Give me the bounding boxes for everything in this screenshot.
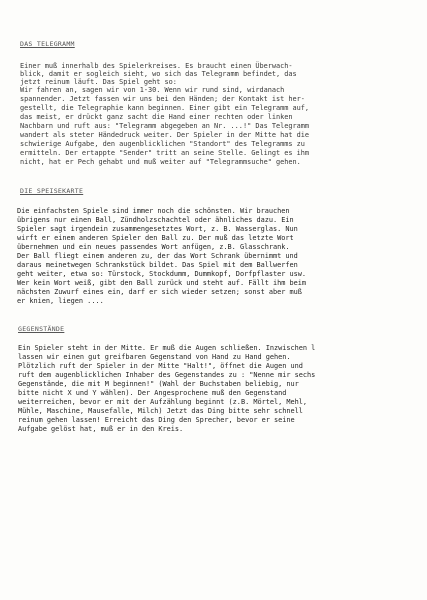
text-line: weiterreichen, bevor er mit der Aufzählung beginnt (z.B. Mörtel, Mehl, (18, 398, 307, 406)
text-line: ermitteln. Der ertappte "Sender" tritt an seine Stelle. Gelingt es ihm (20, 149, 309, 157)
text-line: blick, damit er sogleich sieht, wo sich das Telegramm befindet, das (20, 70, 297, 78)
text-line: nächsten Zuwurf eines ein, darf er sich wieder setzen; sonst aber muß (17, 288, 302, 296)
text-line: daraus meinetwegen Schrankstück bildet. Das Spiel mit dem Ballwerfen (17, 261, 298, 269)
text-line: übernehmen und ein neues passendes Wort anfügen, z.B. Glasschrank. (17, 243, 290, 251)
section-heading: DIE SPEISEKARTE (20, 187, 84, 195)
text-line: Wer kein Wort weiß, gibt den Ball zurück und steht auf. Fällt ihm beim (17, 279, 306, 287)
text-line: übrigens nur einen Ball, Zündholzschachtel oder ähnliches dazu. Ein (17, 216, 294, 224)
text-line: wandert als steter Händedruck weiter. Der Spieler in der Mitte hat die (20, 131, 309, 139)
text-line: wirft er einem anderen Spieler den Ball zu. Der muß das letzte Wort (17, 234, 294, 242)
text-line: Der Ball fliegt einem anderen zu, der das Wort Schrank übernimmt und (17, 252, 298, 260)
text-line: ruft dem augenblicklichen Inhaber des Gegenstandes zu : "Nenne mir sechs (18, 371, 316, 379)
section-heading: GEGENSTÄNDE (18, 325, 65, 333)
text-line: geht weiter, etwa so: Türstock, Stockdumm, Dummkopf, Dorfpflaster usw. (17, 270, 306, 278)
text-line: Spieler sagt irgendein zusammengesetztes Wort, z. B. Wasserglas. Nun (17, 225, 298, 233)
text-line: gestellt, die Telegraphie kann beginnen. Einer gibt ein Telegramm auf, (20, 104, 309, 112)
section-heading: DAS TELEGRAMM (20, 40, 75, 48)
text-line: Nachbarn und ruft aus: "Telegramm abgegeben an Nr. ...!" Das Telegramm (20, 122, 309, 130)
text-line: Mühle, Maschine, Mausefalle, Milch) Jetzt das Ding bitte sehr schnell (18, 407, 303, 415)
text-line: Aufgabe gelöst hat, muß er in den Kreis. (18, 425, 184, 433)
text-line: Einer muß innerhalb des Spielerkreises. Es braucht einen Überwach- (20, 62, 293, 70)
text-line: das meist, er drückt ganz sacht die Hand einer rechten oder linken (20, 113, 293, 121)
text-line: Die einfachsten Spiele sind immer noch die schönsten. Wir brauchen (17, 207, 290, 215)
text-line: jetzt reinum läuft. Das Spiel geht so: (20, 78, 177, 86)
text-line: schwierige Aufgabe, den augenblicklichen "Standort" des Telegramms zu (20, 140, 305, 148)
text-line: nicht, hat er Pech gehabt und muß weiter auf "Telegrammsuche" gehen. (20, 158, 301, 166)
text-line: reinum gehen lassen! Erreicht das Ding den Sprecher, bevor er seine (18, 416, 295, 424)
text-line: bitte nicht X und Y wählen). Der Angesprochene muß den Gegenstand (18, 389, 287, 397)
text-line: Ein Spieler steht in der Mitte. Er muß die Augen schließen. Inzwischen l (18, 344, 316, 352)
text-line: Gegenstände, die mit M beginnen!" (Wahl der Buchstaben beliebig, nur (18, 380, 299, 388)
text-line: lassen wir einen gut greifbaren Gegenstand von Hand zu Hand gehen. (18, 353, 291, 361)
text-line: Plötzlich ruft der Spieler in der Mitte "Halt!", öffnet die Augen und (18, 362, 303, 370)
text-line: Wir fahren an, sagen wir von 1-30. Wenn wir rund sind, wirdanach (20, 86, 285, 94)
text-line: spannender. Jetzt fassen wir uns bei den Händen; der Kontakt ist her- (20, 95, 305, 103)
text-line: er knien, liegen .... (17, 297, 104, 305)
